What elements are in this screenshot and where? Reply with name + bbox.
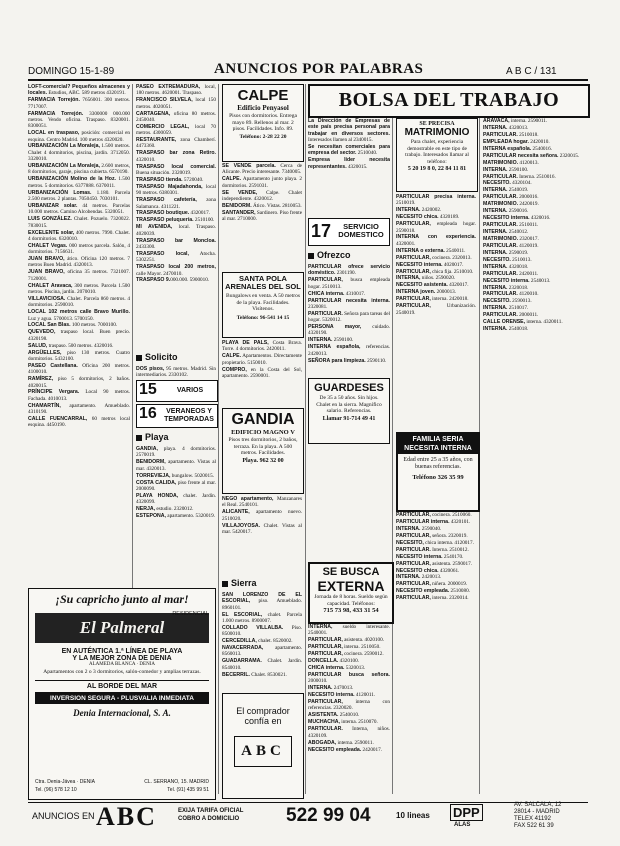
ad-gandia: GANDIA EDIFICIO MAGNO V Pisos tres dormitorios, 2 baños, terraza. En la playa. A 500 metros. Facilidades. Playa. 962 32 00 — [222, 408, 304, 494]
classified-ad: NECESITO. 2510013. — [483, 256, 532, 263]
classified-ad: SALUD, traspaso. 500 metros. 4320016. — [28, 342, 114, 349]
classified-ad: INTERNA española, referencias. 2420013. — [308, 344, 390, 357]
classified-ad: INTERNA española. 2540016. — [483, 145, 552, 152]
classified-ad: SEÑORA para limpieza. 2590110. — [308, 357, 387, 364]
classified-ad: PASEO EXTREMADURA, local, 180 metros. 4620001. Traspaso. — [136, 84, 216, 97]
classified-column-5b — [396, 512, 476, 796]
classified-ad: URBANIZACIÓN Molino de la Hoz. 1.500 metros. 5 dormitorios. 6377888. 6370011. — [28, 176, 130, 189]
classified-column-1 — [28, 84, 130, 666]
category-15-box: 15 VARIOS — [136, 380, 218, 402]
column-divider — [305, 84, 306, 794]
classified-ad: PARTICULAR, señora. 2320019. — [396, 532, 468, 539]
ad-se-busca-externa: SE BUSCA EXTERNA Jornada de 8 horas. Sueldo según capacidad. Teléfonos: 715 73 98, 433 31 54 — [308, 562, 394, 624]
page-title: ANUNCIOS POR PALABRAS — [214, 61, 424, 77]
classified-ad: TRASPASO peluquería. 2510100. — [136, 217, 215, 224]
classified-ad: INTERNA. 2590100. — [308, 337, 354, 344]
classified-ad: SAN LORENZO DE EL ESCORIAL, piso. Amueblado. 8960101. — [222, 592, 302, 611]
classified-ad: VILLAVICIOSA. Chalet. Parcela 860 metros. 4 dormitorios. 2590010. — [28, 295, 130, 309]
classified-ad: SE VENDE, Calpe. Chalet independiente. 4320012. — [222, 189, 302, 202]
bolsa-del-trabajo-banner: BOLSA DEL TRABAJO — [308, 84, 590, 118]
ad-matrimonio: SE PRECISA MATRIMONIO Para chalet, experiencia demostrable en este tipo de trabajo. Interesados llamar al teléfono: 5 20 19 8 0, 22 84 11 81 — [396, 118, 478, 192]
classified-ad: NAVACERRADA, apartamento. 8560013. — [222, 645, 302, 658]
tarifa-line-1: EXIJA TARIFA OFICIAL — [178, 808, 244, 814]
classified-ad: NECESITO interna. 4320016. — [483, 215, 551, 222]
classified-ad: CHALET Vegas. 000 metros parcela. Salón, 4 dormitorios. 7156631. — [28, 242, 130, 256]
classified-playa — [136, 446, 216, 578]
classified-ad: SE VENDE parcela. Cerca de Alicante. Precio interesante. 7340005. — [222, 163, 302, 176]
classified-ad: NERJA, estudio. 2320012. — [136, 506, 194, 513]
classified-ad: La Dirección de Empresas de este país precisa personal para trabajar en diversos sectores. Interesados llamen al 2340015. — [308, 118, 390, 144]
classified-ad: TRASPASO cafetería, zona Salamanca. 4311221. — [136, 197, 216, 210]
classified-ad: JUAN BRAVO, oficina 35 metros. 7321007. 7120001. — [28, 269, 130, 282]
dpp-logo: DPP — [450, 804, 483, 821]
classified-ad: URBANIZACIÓN Lomas. 1.180. Parcela 2.500 metros. 2 plantas. 7050450. 7030101. — [28, 189, 130, 202]
classified-ad: NECESITO interna. 2540013. — [483, 277, 551, 284]
issue-date: DOMINGO 15-1-89 — [28, 66, 115, 77]
abc-logo-large: ABC — [96, 802, 157, 831]
classified-ad: PARTICULAR ofrece servicio doméstico. 2301190. — [308, 264, 390, 277]
classified-ad: CALLE ORENSE, interna. 4320011. — [483, 319, 563, 326]
classified-ad: PARTICULAR, empleada hogar. 2590018. — [396, 221, 476, 234]
classified-ad: ARGÜELLES, piso 130 metros. Cuatro dormitorios. 5432100. — [28, 349, 130, 362]
classified-ad: CERCEDILLA, chalet. 8520002. — [222, 638, 293, 645]
classified-ad: NECESITO interna. 4020017. — [396, 261, 464, 268]
classified-ad: CHICA interna. 4310017. — [308, 290, 366, 297]
classified-ad: INTERNA con experiencia. 4320001. — [396, 234, 476, 247]
classified-ofrezco — [308, 264, 390, 374]
section-ofrezco: Ofrezco — [308, 250, 351, 260]
classified-ad: INTERNA. 2590100. — [483, 166, 529, 173]
classified-ad: INTERNA, niños. 2590020. — [396, 275, 456, 282]
classified-ad: PARTICULAR interna. 4320101. — [396, 518, 471, 525]
classified-ad: PARTICULAR. 2420011. — [483, 270, 539, 277]
classified-ad: FARMACIA Torrejón. 3300000 000.000 metros. Vendo oficina. Traspaso. 8320001. 8300051. — [28, 110, 130, 130]
classified-ad: INTERNA o externa. 2540011. — [396, 247, 466, 254]
ad-calpe: CALPE Edificio Penyasol Pisos con dormitorios. Entrega mayo 89. Rellenos al mar. 2 pisos. Facilidades. Info. 89. Teléfono: 2-28 22 20 — [222, 84, 304, 162]
classified-ad: URBANIZACIÓN La Moraleja, 2.600 metros, 8 dormitorios, garaje, piscina cubierta. 6570190. — [28, 163, 130, 176]
classified-ad: INTERNA. 4320018. — [483, 263, 529, 270]
classified-ad: INTERNA. 2510017. — [483, 305, 529, 312]
classified-ad: ARAVACA, interna. 2590011. — [483, 118, 548, 124]
column-divider — [132, 84, 133, 668]
classified-ad: TRASPASO 9.000.000. 5900010. — [136, 277, 210, 284]
classified-ad: EXCELENTE solar, 400 metros. 7990. Chalet. 4 dormitorios. 6320010. — [28, 229, 130, 242]
column-divider — [218, 84, 219, 794]
classified-ad: PARTICULAR. 2510018. — [483, 131, 539, 138]
classified-ad: TRASPASO boutique. 4320017. — [136, 210, 210, 217]
classified-ad: PARTICULAR. 2000011. — [483, 312, 539, 319]
category-17-box: 17 SERVICIO DOMESTICO — [308, 218, 390, 246]
classified-ad: LOCAL en traspaso, posición: comercial en esquina. Centro Madrid. 100 metros 4320020. — [28, 130, 130, 143]
classified-ad: VILLAJOYOSA. Chalet. Vistas al mar. 5420017. — [222, 522, 302, 535]
el-palmeral-logo: El Palmeral — [35, 613, 209, 643]
classified-ad: MI AVENIDA, local. Traspaso. 4020039. — [136, 224, 216, 237]
classified-ad: TRASPASO local comercial. Buena situación. 2320019. — [136, 163, 216, 177]
classified-ad: INTERNA. 2540019. — [483, 187, 529, 194]
classified-ad: COSTA CALIDA, piso frente al mar. 2000090. — [136, 479, 216, 492]
classified-ad: PARTICULAR, cocinera. 2320013. — [396, 254, 472, 261]
classified-ad: INTERNA. 4320013. — [483, 124, 529, 131]
classified-column-5a — [396, 194, 476, 428]
classified-column-4a — [308, 118, 390, 210]
footer-address-3: TELEX 41192 — [514, 816, 551, 822]
classified-ad: TRASPASO bar zona Retiro. 4320010. — [136, 150, 216, 163]
classified-ad: INTERNA. 2590019. — [483, 249, 529, 256]
classified-column-4d: INTERNA, sueldo interesante. 2540001. PARTICULAR, asistenta. 4020100. PARTICULAR, interna. 2510050. PARTICULAR, cocinera. 2590012. DONCELLA. 4320100. CHICA interna. 5320013. PARTICULAR busca señora. 2000010. INTERNA. 2470013. NECESITO interna. 4120011. PARTICULAR, interna con referencias. 2320020. ASISTENTA. 2540010. MUCHACHA, interna. 2510070. PARTICULAR. Interna, niños. 4320109. ABOGADA, interna. 2590011. NECESITO empleada. 2420017. — [308, 624, 390, 753]
footer-ad-banner — [28, 802, 588, 833]
classified-ad: TORREVIEJA, bungalow. 5020015. — [136, 472, 214, 479]
classified-ad: CHAMARTÍN, apartamento. Amueblado. 4310190. — [28, 402, 130, 416]
abc-logo: ABC — [234, 736, 292, 767]
classified-ad: PARTICULAR, busca empleada hogar. 2510013. — [308, 277, 390, 290]
classified-ad: QUEVEDO, traspaso local. Buen precio. 4320198. — [28, 329, 130, 342]
classified-ad: BENIDORM. Ático. Vistas. 2810053. — [222, 202, 302, 209]
ad-guardeses: GUARDESES De 35 a 50 años. Sin hijos. Chalet en la sierra. Magnífico salario. Referencias. Llamar 91-714 49 41 — [308, 378, 390, 444]
classified-ad: PARTICULAR, interna. 2420018. — [396, 296, 469, 303]
classified-ad: ALICANTE, apartamento nuevo. 2510020. — [222, 509, 302, 522]
classified-ad: TRASPASO tienda. 5720040. — [136, 176, 204, 183]
classified-ad: BENIDORM, apartamento. Vistas al mar. 4320013. — [136, 459, 216, 472]
section-sierra: Sierra — [222, 578, 257, 588]
classified-ad: NECESITO, chica interna. 4120017. — [396, 539, 474, 546]
classified-ad: Empresa líder necesita representantes. 4320015. — [308, 157, 390, 170]
ad-el-palmeral: ¡Su capricho junto al mar! RESIDENCIAL El Palmeral EN AUTÉNTICA 1.ª LÍNEA DE PLAYA Y LA MEJOR ZONA DE DENIA ALAMEDA BLANCA · DENIA Apartamentos con 2 o 3 dormitorios, salón-comedor y amplias terrazas. AL BORDE DEL MAR INVERSION SEGURA - PLUSVALIA INMEDIATA Denia Internacional, S. A. Ctra. Denia-Jávea · DENIA Tel. (96) 578 12 10 CL. SERRANO, 15. MADRID Tel. (91) 435 99 51 — [28, 588, 216, 800]
classified-column-3b — [222, 340, 302, 404]
classified-ad: PERSONA mayor, cuidado. 4320190. — [308, 324, 390, 337]
classified-ad: INTERNA. 2590040. — [396, 525, 442, 532]
footer-address-4: FAX 522 61 39 — [514, 823, 554, 829]
tarifa-line-2: COBRO A DOMICILIO — [178, 816, 240, 822]
classified-ad: PARTICULAR necesita señora. 2320015. — [483, 152, 580, 159]
classified-ad: CARTAGENA, oficina 80 metros. 2450040. — [136, 110, 216, 123]
classified-ad: NEGO apartamento, Manzanares el Real. 2540101. — [222, 496, 302, 509]
classified-ad: PARTICULAR, asistenta. 2590017. — [396, 560, 472, 567]
alas-label: ALAS — [454, 822, 471, 828]
classified-ad: INTERNA. 2540018. — [483, 326, 529, 333]
footer-address-2: 28014 - MADRID — [514, 809, 560, 815]
classified-ad: PARTICULAR. 4120010. — [483, 291, 539, 298]
classified-ad: PARTICULAR, cocinera. 2510060. — [396, 512, 472, 518]
classified-ad: SANTANDER, Sardinero. Piso frente al mar. 2710000. — [222, 209, 302, 223]
classified-ad: NECESITO chica. 4320061. — [396, 567, 460, 574]
classified-ad: LOCAL 102 metros calle Bravo Murillo. Luz y agua. 5700013. 5700150. — [28, 309, 130, 322]
section-solicito: Solicito — [136, 352, 178, 362]
classified-ad: LOCAL San Blas. 100 metros. 7000100. — [28, 322, 118, 329]
classified-ad: CALPE. Apartamentos. Directamente propietario. 5150010. — [222, 353, 302, 366]
classified-column-3a — [222, 163, 302, 269]
classified-ad: NECESITO interna. 2540170. — [396, 553, 464, 560]
classified-ad: PLAYA DE PALS, Costa Brava. Torre. 4 dormitorios. 2420011. — [222, 340, 302, 353]
classified-ad: COMERCIO LEGAL, local 70 metros. 4300059. — [136, 123, 216, 137]
classified-ad: NECESITO empleada. 2510080. — [396, 588, 470, 595]
classified-ad: URBANIZACIÓN La Moraleja, 1.500 metros. Chalet 4 dormitorios, piscina, jardín. 3712050. 3320010. — [28, 143, 130, 163]
classified-ad: PARTICULAR, Urbanización. 2540019. — [396, 303, 476, 316]
classified-ad: JUAN BRAVO, ático. Oficina 120 metros. 7 metros Buen Madrid. 4320013. — [28, 256, 130, 269]
classified-ad: PARTICULAR. Señora para tareas del hogar. 5320012. — [308, 310, 390, 324]
classified-ad: LOFT-comercial? Pequeños almacenes y locales. Estudios, ABC. 589 metros 4320191. — [28, 84, 130, 97]
classified-ad: DOS pisos, 95 metros. Madrid. Sin intermediarios. 2330102. — [136, 366, 216, 379]
classified-ad: CHALET Aravaca, 300 metros. Parcela 1.500 metros. Piscina, jardín. 2070010. — [28, 282, 130, 295]
classified-ad: INTERNA. 2540012. — [483, 229, 529, 235]
footer-address-1: AV. SALCALA, 12 — [514, 802, 562, 808]
classified-ad: PARTICULAR. Interna. 2510012. — [396, 546, 469, 553]
classified-ad: INTERNA. 2590016. — [483, 208, 529, 215]
classified-ad: EL ESCORIAL, chalet. Parcela 1.000 metros. 8900007. — [222, 611, 302, 624]
category-16-box: 16 VERANEOS Y TEMPORADAS — [136, 404, 218, 428]
classified-ad: PARTICULAR necesita interna. 2320081. — [308, 297, 390, 310]
classified-ad: PARTICULAR, interna. 2320014. — [396, 595, 469, 602]
classified-ad: PARTICULAR. 2000016. — [483, 194, 539, 201]
classified-ad: PARTICULAR, chica fija. 2510010. — [396, 268, 474, 275]
classified-ad: TRASPASO Majadahonda, local 90 metros. 6380301. — [136, 183, 216, 197]
footer-anuncios-label: ANUNCIOS EN — [32, 811, 95, 821]
classified-ad: COMPRO, en la Costa del Sol, apartamento. 2590001. — [222, 366, 302, 379]
classified-ad: PARTICULAR. 2510011. — [483, 222, 539, 229]
footer-lineas: 10 lineas — [396, 811, 430, 820]
classified-ad: FARMACIA Torrejón. 7656001. 300 metros. 7717007. — [28, 97, 130, 110]
classified-ad: NECESITO asistenta. 4320017. — [396, 282, 469, 289]
classified-ad: GANDIA, playa. 4 dormitorios. 2570019. — [136, 446, 216, 459]
classified-ad: NECESITO. 4320104. — [483, 180, 532, 187]
classified-ad: PASEO Castellana. Oficina 200 metros. 4100010. — [28, 362, 130, 376]
classified-ad: COLLADO VILLALBA. Piso. 8500010. — [222, 624, 302, 638]
page-number: A B C / 131 — [506, 66, 557, 77]
classified-ad: URBANIZAR solar. 44 metros. Parcelas 10.000 metros. Camino Alcobendas. 5320051. — [28, 202, 130, 216]
classified-ad: INTERNA. 2420002. — [396, 207, 442, 214]
classified-ad: BECERRIL. Chalet. 8530021. — [222, 671, 287, 678]
classified-ad: CALPE. Apartamento junto playa. 2 dormitorios. 2591031. — [222, 176, 302, 189]
classified-ad: PARTICULAR precisa interna. 2510019. — [396, 194, 476, 207]
classified-ad: NECESITO chica. 4320189. — [396, 214, 460, 221]
ad-comprador-abc: El comprador confía en ABC — [222, 693, 304, 799]
classified-ad: FRANCISCO SILVELA, local 150 metros. 4020051. — [136, 97, 216, 110]
classified-ad: PARTICULAR. Interna. 2510016. — [483, 173, 556, 180]
classified-ad: RAMÍREZ, piso 5 dormitorios, 2 baños. 4020015. — [28, 376, 130, 389]
ad-familia-seria: FAMILIA SERIA NECESITA INTERNA Edad entre 25 a 35 años, con buenas referencias. Teléfono 326 35 99 — [396, 432, 480, 512]
classified-ad: PLAYA HONDA, chalet. Jardín. 4320099. — [136, 492, 216, 506]
classified-ad: MATRIMONIO. 2320017. — [483, 235, 539, 242]
classified-sierra — [222, 592, 302, 690]
classified-ad: EMPLEADA hogar. 2420010. — [483, 138, 550, 145]
classified-ad: INTERNA joven. 2000013. — [396, 289, 457, 296]
classified-ad: TRASPASO local 200 metros, calle Mayor. 2470010. — [136, 264, 216, 277]
classified-column-2 — [136, 84, 216, 346]
classified-ad: RESTAURANTE, zona Chamberí. 4473360. — [136, 137, 216, 150]
classified-ad: MATRIMONIO. 4120013. — [483, 159, 539, 166]
classified-ad: ESTEPONA, apartamento. 5320019. — [136, 513, 215, 519]
classified-ad: NECESITO. 2590013. — [483, 298, 532, 305]
classified-column-4c — [308, 446, 390, 558]
classified-ad: PARTICULAR, niñera. 2000019. — [396, 581, 468, 588]
ad-santa-pola: SANTA POLA ARENALES DEL SOL Bungalows en venta. A 50 metros de la playa. Facilidades. Visítenos. Teléfono: 96-541 14 15 — [222, 272, 304, 338]
classified-ad: Se necesitan comerciales para empresa del sector. 2510040. — [308, 143, 390, 157]
classified-ad: GUADARRAMA. Chalet. Jardín. 8540010. — [222, 658, 302, 671]
classified-column-3c — [222, 496, 302, 576]
classified-ad: INTERNA. 2320018. — [483, 284, 529, 291]
section-playa: Playa — [136, 432, 169, 442]
classified-ad: TRASPASO bar Moncloa. 2433300. — [136, 237, 216, 250]
column-divider — [392, 84, 393, 794]
classified-ad: TRASPASO local, Atocha. 5302251. — [136, 250, 216, 264]
classified-ad: PARTICULAR. 4120019. — [483, 242, 539, 249]
footer-phone: 522 99 04 — [286, 805, 371, 826]
classified-ad: INTERNA. 2420013. — [396, 574, 442, 581]
classified-ad: PRÍNCIPE Vergara. Local 90 metros. Fachada. 4010013. — [28, 389, 130, 402]
header-rule — [28, 79, 588, 81]
classified-ad: LUIS GONZÁLEZ. Chalet. Pozuelo. 7320022. 7830015. — [28, 216, 130, 229]
classified-ad: MATRIMONIO. 2420019. — [483, 201, 539, 208]
classified-column-6 — [483, 118, 588, 796]
classified-ad: CALLE FUENCARRAL, 60 metros local esquina. 4450190. — [28, 416, 130, 429]
